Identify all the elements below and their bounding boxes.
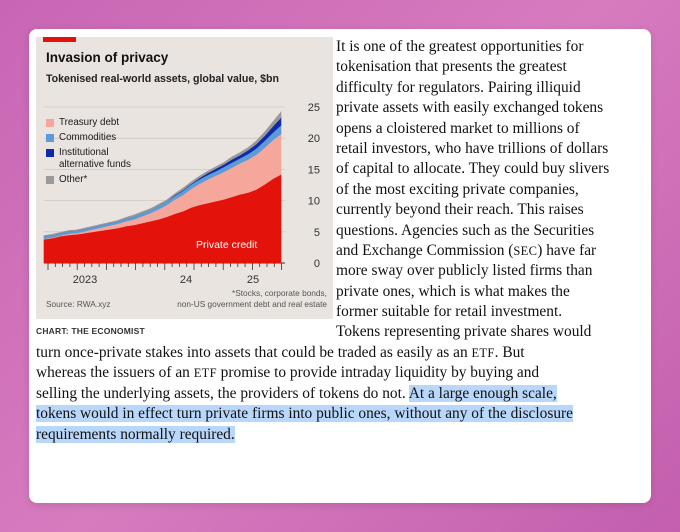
legend-swatch-other: [46, 176, 54, 184]
y-tick-label: 0: [313, 258, 320, 270]
legend-item-commodities: [46, 132, 131, 144]
footnote-line-2: non-US government debt and real estate: [177, 299, 327, 309]
text-segment: and Exchange Commission (: [336, 241, 514, 259]
small-caps-text: ETF: [193, 366, 217, 381]
article-line: [336, 180, 609, 200]
chart-footnote: [177, 288, 327, 310]
y-tick-label: 20: [307, 133, 320, 146]
article-line: [336, 37, 609, 57]
text-segment: It is one of the greatest opportunities for: [336, 38, 584, 55]
text-segment: . But: [494, 344, 525, 361]
text-segment: Tokens representing private shares would: [336, 323, 592, 341]
y-tick-label: 10: [307, 195, 320, 208]
legend-label-institutional-line1: Institutional: [59, 147, 109, 158]
article-line: [36, 425, 573, 445]
article-card: [29, 29, 651, 503]
y-tick-label: 25: [307, 102, 320, 114]
x-tick-label: 25: [246, 274, 260, 286]
legend-label-other: Other*: [59, 174, 88, 185]
chart-panel: [36, 37, 333, 319]
small-caps-text: SEC: [513, 243, 538, 258]
legend-swatch-institutional: [46, 149, 54, 157]
article-line: [336, 200, 609, 220]
chart-subtitle: Tokenised real-world assets, global value, $bn: [46, 73, 279, 85]
legend-item-institutional: [46, 147, 131, 171]
x-tick-label: 2023: [72, 274, 98, 286]
text-segment: retail investors, who have trillions of dollars: [336, 139, 609, 157]
article-line: [336, 57, 609, 77]
footnote-line-1: *Stocks, corporate bonds,: [231, 288, 327, 298]
y-tick-label: 15: [307, 164, 320, 177]
article-text-column: [336, 37, 609, 343]
y-tick-label: 5: [313, 226, 320, 239]
text-segment: more sway over publicly listed firms than: [336, 262, 593, 280]
highlighted-text: requirements normally required.: [36, 425, 235, 443]
article-line: [336, 98, 609, 118]
text-segment: promise to provide intraday liquidity by buying and: [216, 364, 540, 382]
text-segment: tokenisation that presents the greatest: [336, 58, 567, 76]
text-segment: selling the underlying assets, the providers of tokens do not.: [36, 384, 409, 402]
text-segment: turn once-private stakes into assets that could be traded as easily as an: [36, 344, 472, 361]
legend-item-treasury: [46, 117, 131, 129]
chart-legend: [46, 117, 131, 189]
article-line: [336, 139, 609, 159]
article-line: [336, 261, 609, 281]
article-line: [336, 159, 609, 179]
article-line: [336, 322, 609, 342]
article-line: [36, 384, 573, 404]
chart-title: Invasion of privacy: [46, 50, 169, 65]
chart-credit: CHART: THE ECONOMIST: [36, 326, 145, 336]
highlighted-text: tokens would in effect turn private firms into public ones, without any of the disclosure: [36, 405, 573, 423]
legend-item-other: [46, 174, 131, 186]
text-segment: private ones, which is what makes the: [336, 282, 570, 300]
small-caps-text: ETF: [471, 346, 495, 360]
legend-label-institutional: [59, 147, 131, 171]
x-tick-label: 24: [179, 274, 193, 286]
article-text-full: [36, 343, 573, 445]
legend-swatch-treasury: [46, 119, 54, 127]
legend-swatch-commodities: [46, 134, 54, 142]
article-line: [336, 302, 609, 322]
chart-source: Source: RWA.xyz: [46, 299, 111, 309]
article-line: [336, 282, 609, 302]
text-segment: currently beyond their reach. This raises: [336, 201, 584, 219]
article-line: [36, 343, 573, 363]
legend-label-treasury: Treasury debt: [59, 117, 120, 128]
article-line: [336, 221, 609, 241]
highlighted-text: At a large enough scale,: [408, 384, 557, 402]
article-line: [336, 78, 609, 98]
text-segment: of capital to allocate. They could buy slivers: [336, 160, 610, 178]
article-line: [336, 241, 609, 261]
text-segment: questions. Agencies such as the Securities: [336, 221, 595, 239]
text-segment: private assets with easily exchanged tokens: [336, 99, 604, 117]
text-segment: opens a cloistered market to millions of: [336, 119, 580, 137]
article-line: [336, 119, 609, 139]
text-segment: former suitable for retail investment.: [336, 303, 563, 321]
article-line: [36, 363, 573, 383]
text-segment: ) have far: [537, 241, 597, 259]
text-segment: of the most exciting private companies,: [336, 180, 579, 198]
text-segment: difficulty for regulators. Pairing illiquid: [336, 78, 581, 96]
legend-label-institutional-line2: alternative funds: [59, 159, 131, 170]
series-annotation: Private credit: [196, 239, 258, 251]
article-line: [36, 404, 573, 424]
text-segment: whereas the issuers of an: [36, 364, 194, 382]
legend-label-commodities: Commodities: [59, 132, 117, 143]
